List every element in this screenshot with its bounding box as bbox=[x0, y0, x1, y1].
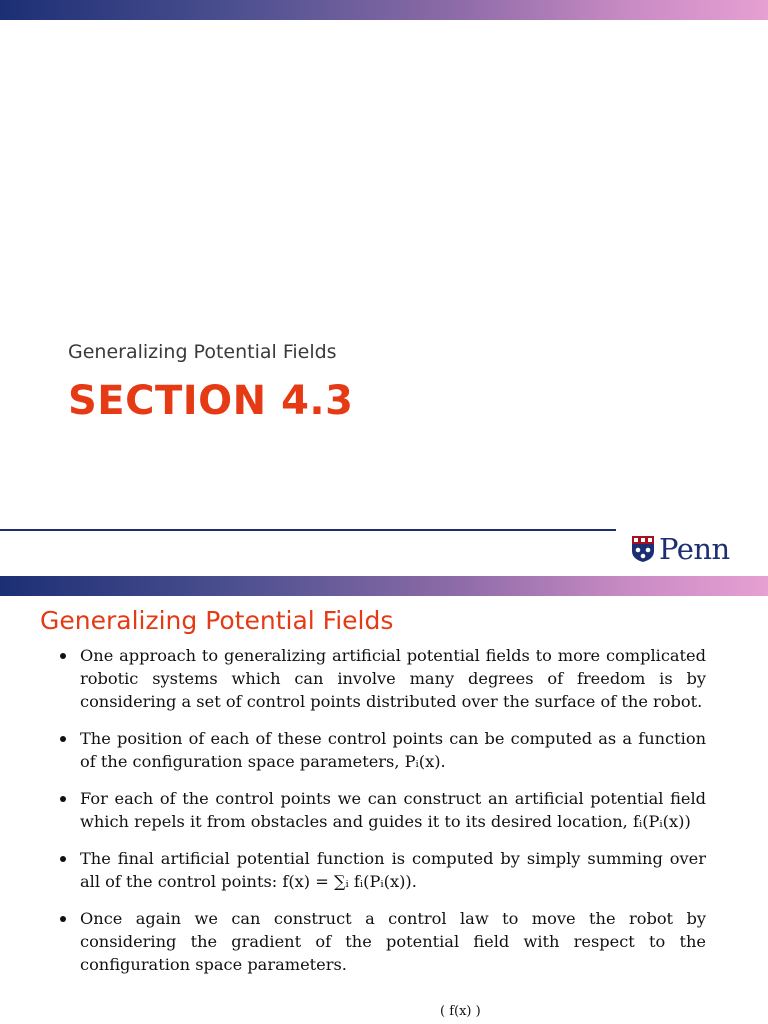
bullet-dot-icon bbox=[60, 653, 66, 659]
bullet-text: One approach to generalizing artificial potential fields to more complicated robotic systems which can involve many degrees of freedom is by considering a set of control points distributed over the surface of the robot. bbox=[80, 646, 706, 711]
content-slide bbox=[0, 574, 768, 1024]
bullet-item bbox=[56, 847, 706, 893]
section-title: SECTION 4.3 bbox=[68, 378, 354, 424]
header-gradient-bar bbox=[0, 576, 768, 596]
bullet-dot-icon bbox=[60, 856, 66, 862]
bullet-dot-icon bbox=[60, 916, 66, 922]
slide-subtitle: Generalizing Potential Fields bbox=[68, 341, 337, 363]
header-gradient-bar bbox=[0, 0, 768, 20]
bullet-dot-icon bbox=[60, 796, 66, 802]
penn-logo bbox=[631, 532, 730, 566]
formula-fragment: ( f(x) ) bbox=[440, 1004, 481, 1019]
bullet-item bbox=[56, 907, 706, 976]
bullet-text: The position of each of these control points can be computed as a function of the configuration space parameters, Pᵢ(x). bbox=[80, 729, 706, 771]
bullet-item bbox=[56, 787, 706, 833]
divider-rule bbox=[0, 529, 616, 531]
bullet-list bbox=[56, 644, 706, 990]
bullet-item bbox=[56, 644, 706, 713]
slide-heading: Generalizing Potential Fields bbox=[40, 606, 394, 635]
bullet-item bbox=[56, 727, 706, 773]
penn-logo-text: Penn bbox=[659, 532, 730, 566]
penn-shield-icon bbox=[631, 535, 655, 563]
bullet-text: Once again we can construct a control law to move the robot by considering the gradient of the potential field with respect to the configuration space parameters. bbox=[80, 909, 706, 974]
bullet-text: For each of the control points we can construct an artificial potential field which repels it from obstacles and guides it to its desired location, fᵢ(Pᵢ(x)) bbox=[80, 789, 706, 831]
bullet-dot-icon bbox=[60, 736, 66, 742]
bullet-text: The final artificial potential function is computed by simply summing over all of the control points: f(x) = ∑ᵢ fᵢ(Pᵢ(x)). bbox=[80, 849, 706, 891]
